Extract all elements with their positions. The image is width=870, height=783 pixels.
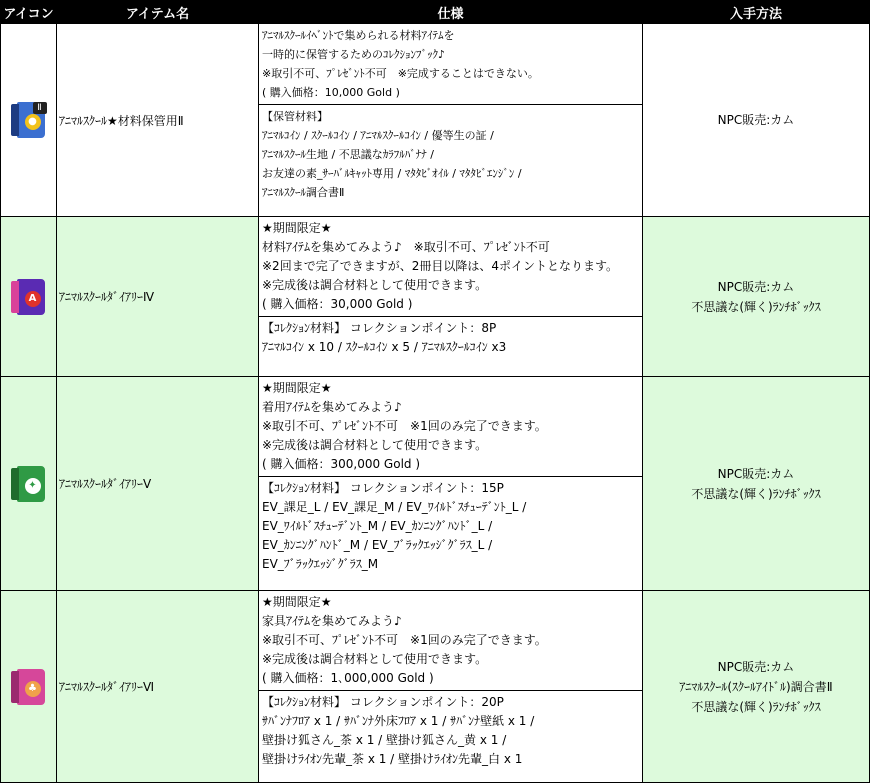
spec-line: 材料ｱｲﾃﾑを集めてみよう♪ ※取引不可、ﾌﾟﾚｾﾞﾝﾄ不可 [262,240,550,254]
icon-cell [1,377,57,591]
spec-line: ※完成後は調合材料として使用できます。 [262,438,488,452]
roman-numeral-badge: Ⅱ [33,102,47,114]
method-cell [643,377,870,591]
item-name: ｱﾆﾏﾙｽｸｰﾙﾀﾞｲｱﾘｰⅤ [57,377,259,591]
spec-materials [259,690,642,771]
header-spec: 仕様 [259,1,643,24]
method-line: NPC販売:カム [717,659,795,674]
method-cell [643,591,870,783]
header-method: 入手方法 [643,1,870,24]
spec-cell [259,24,643,217]
spec-line: 家具ｱｲﾃﾑを集めてみよう♪ [262,614,402,628]
spec-line: ( 購入価格：300,000 Gold ) [262,457,421,471]
item-name: ｱﾆﾏﾙｽｸｰﾙﾀﾞｲｱﾘｰⅥ [57,591,259,783]
item-name: ｱﾆﾏﾙｽｸｰﾙ★材料保管用Ⅱ [57,24,259,217]
spec-description [259,377,642,476]
method-line: 不思議な(輝く)ﾗﾝﾁﾎﾞｯｸｽ [691,699,821,714]
icon-cell [1,24,57,217]
spec-line: ※取引不可、ﾌﾟﾚｾﾞﾝﾄ不可 ※完成することはできない。 [262,67,539,80]
spec-line: ( 購入価格：30,000 Gold ) [262,297,413,311]
header-row [1,1,870,24]
green-book-shirt-icon: ✦ [11,466,47,502]
spec-description [259,217,642,316]
spec-line: 壁掛けﾗｲｵﾝ先輩_茶 x 1 / 壁掛けﾗｲｵﾝ先輩_白 x 1 [262,752,523,766]
table-row [1,217,870,377]
method-line: 不思議な(輝く)ﾗﾝﾁﾎﾞｯｸｽ [691,486,821,501]
spec-line: ｱﾆﾏﾙｽｸｰﾙｲﾍﾞﾝﾄで集められる材料ｱｲﾃﾑを [262,29,455,42]
spec-line: ｻﾊﾞﾝﾅﾌﾛｱ x 1 / ｻﾊﾞﾝﾅ外床ﾌﾛｱ x 1 / ｻﾊﾞﾝﾅ壁紙 x 1 / [262,714,535,728]
spec-line: 【ｺﾚｸｼｮﾝ材料】 コレクションポイント：20P [262,695,504,709]
spec-line: お友達の素_ｻｰﾊﾞﾙｷｬｯﾄ専用 / ﾏﾀﾀﾋﾞｵｲﾙ / ﾏﾀﾀﾋﾞｴﾝｼﾞﾝ / [262,167,522,180]
spec-line: ( 購入価格：1､000,000 Gold ) [262,671,434,685]
spec-line: ※完成後は調合材料として使用できます。 [262,652,488,666]
spec-line: 壁掛け狐さん_茶 x 1 / 壁掛け狐さん_黄 x 1 / [262,733,507,747]
method-line: 不思議な(輝く)ﾗﾝﾁﾎﾞｯｸｽ [691,299,821,314]
spec-materials [259,104,642,204]
method-line: NPC販売:カム [717,466,795,481]
spec-materials [259,316,642,359]
method-line: NPC販売:カム [717,113,795,127]
spec-line: ｱﾆﾏﾙｺｲﾝ / ｽｸｰﾙｺｲﾝ / ｱﾆﾏﾙｽｸｰﾙｺｲﾝ / 優等生の証 / [262,129,494,142]
spec-line: 【保管材料】 [262,110,328,123]
spec-line: ★期間限定★ [262,595,332,609]
spec-cell [259,591,643,783]
spec-line: ｱﾆﾏﾙｽｸｰﾙ生地 / 不思議なｶﾗﾌﾙﾊﾞﾅﾅ / [262,148,434,161]
spec-line: EV_課足_L / EV_課足_M / EV_ﾜｲﾙﾄﾞｽﾁｭｰﾃﾞﾝﾄ_L / [262,500,527,514]
spec-line: EV_ﾌﾞﾗｯｸｴｯｼﾞｸﾞﾗｽ_M [262,557,379,571]
method-line: ｱﾆﾏﾙｽｸｰﾙ(ｽｸｰﾙｱｲﾄﾞﾙ)調合書Ⅱ [679,679,833,694]
spec-description [259,24,642,104]
spec-line: ※取引不可、ﾌﾟﾚｾﾞﾝﾄ不可 ※1回のみ完了できます。 [262,419,547,433]
spec-line: 【ｺﾚｸｼｮﾝ材料】 コレクションポイント：8P [262,321,497,335]
spec-cell [259,217,643,377]
header-icon: アイコン [1,1,57,24]
icon-cell [1,217,57,377]
method-line: NPC販売:カム [717,279,795,294]
spec-line: EV_ｶﾝﾆﾝｸﾞﾊﾝﾄﾞ_M / EV_ﾌﾞﾗｯｸｴｯｼﾞｸﾞﾗｽ_L / [262,538,493,552]
spec-line: ※取引不可、ﾌﾟﾚｾﾞﾝﾄ不可 ※1回のみ完了できます。 [262,633,547,647]
spec-line: ※完成後は調合材料として使用できます。 [262,278,488,292]
table-row [1,377,870,591]
item-name: ｱﾆﾏﾙｽｸｰﾙﾀﾞｲｱﾘｰⅣ [57,217,259,377]
method-cell [643,24,870,217]
pink-book-chair-icon: ♣ [11,669,47,705]
spec-line: 着用ｱｲﾃﾑを集めてみよう♪ [262,400,402,414]
spec-line: ※2回まで完了できますが、2冊目以降は、4ポイントとなります。 [262,259,619,273]
spec-line: ( 購入価格：10,000 Gold ) [262,86,400,99]
header-name: アイテム名 [57,1,259,24]
spec-line: ｱﾆﾏﾙｽｸｰﾙ調合書Ⅱ [262,186,345,199]
table-row [1,24,870,217]
spec-line: 【ｺﾚｸｼｮﾝ材料】 コレクションポイント：15P [262,481,504,495]
spec-cell [259,377,643,591]
table-row [1,591,870,783]
method-cell [643,217,870,377]
blue-book-paw-icon: ● Ⅱ [11,102,47,138]
spec-line: 一時的に保管するためのｺﾚｸｼｮﾝﾌﾞｯｸ♪ [262,48,446,61]
spec-description [259,591,642,690]
icon-cell [1,591,57,783]
spec-materials [259,476,642,576]
spec-line: ｱﾆﾏﾙｺｲﾝ x 10 / ｽｸｰﾙｺｲﾝ x 5 / ｱﾆﾏﾙｽｸｰﾙｺｲﾝ x3 [262,340,507,354]
spec-line: ★期間限定★ [262,381,332,395]
purple-book-a-icon: A [11,279,47,315]
spec-line: EV_ﾜｲﾙﾄﾞｽﾁｭｰﾃﾞﾝﾄ_M / EV_ｶﾝﾆﾝｸﾞﾊﾝﾄﾞ_L / [262,519,493,533]
spec-line: ★期間限定★ [262,221,332,235]
